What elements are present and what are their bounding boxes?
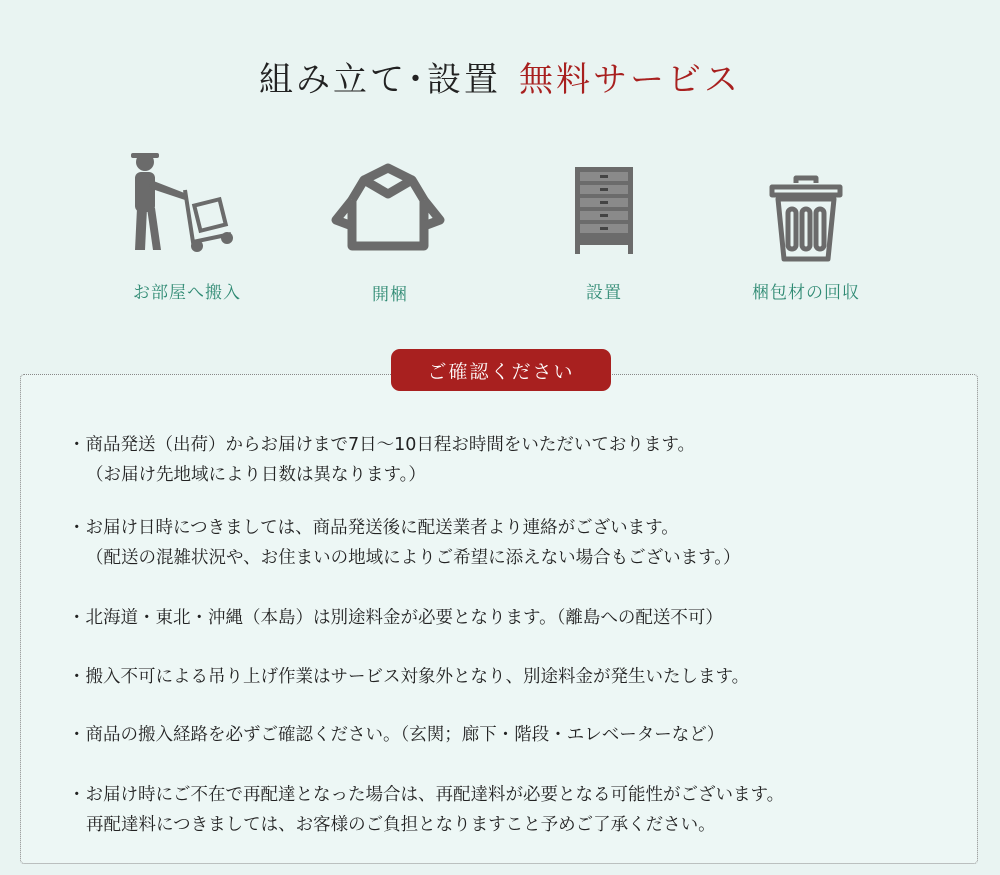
notice-line: ・お届け日時につきましては、商品発送後に配送業者より連絡がございます。 — [68, 518, 679, 538]
service-label: 梱包材の回収 — [752, 283, 860, 303]
open-box-icon — [330, 150, 450, 260]
notice-item — [68, 603, 723, 633]
service-collect — [696, 175, 916, 310]
service-install — [494, 165, 714, 310]
page-title — [0, 52, 1000, 101]
service-label: 設置 — [586, 283, 622, 303]
notice-item — [68, 662, 749, 692]
chest-drawers-icon — [569, 165, 639, 255]
service-delivery — [77, 150, 297, 310]
notice-line: ・商品発送（出荷）からお届けまで7日～10日程お時間をいただいております。 — [68, 435, 695, 455]
notice-item — [68, 513, 741, 573]
service-label: 開梱 — [372, 285, 408, 305]
trash-bin-icon — [766, 175, 846, 265]
service-label: お部屋へ搬入 — [133, 283, 241, 303]
notice-subline: （配送の混雑状況や、お住まいの地域によりご希望に添えない場合もございます。） — [86, 548, 741, 568]
service-unpack — [280, 150, 500, 310]
notice-line: ・商品の搬入経路を必ずご確認ください。（玄関；廊下・階段・エレベーターなど） — [68, 725, 725, 745]
notice-subline: （お届け先地域により日数は異なります。） — [86, 465, 426, 485]
notice-item — [68, 780, 784, 840]
notice-badge: ご確認ください — [391, 349, 611, 391]
notice-item — [68, 430, 695, 490]
notice-line: ・搬入不可による吊り上げ作業はサービス対象外となり、別途料金が発生いたします。 — [68, 667, 750, 687]
notice-line: ・お届け時にご不在で再配達となった場合は、再配達料が必要となる可能性がございます。 — [68, 785, 785, 805]
notice-subline: 再配達料につきましては、お客様のご負担となりますこと予めご了承ください。 — [86, 815, 716, 835]
delivery-person-icon — [127, 150, 247, 260]
notice-item — [68, 720, 724, 750]
title-accent: 無料サービス — [519, 60, 741, 100]
title-main: 組み立て･設置 — [259, 60, 501, 100]
notice-line: ・北海道・東北・沖縄（本島）は別途料金が必要となります。（離島への配送不可） — [68, 608, 723, 628]
